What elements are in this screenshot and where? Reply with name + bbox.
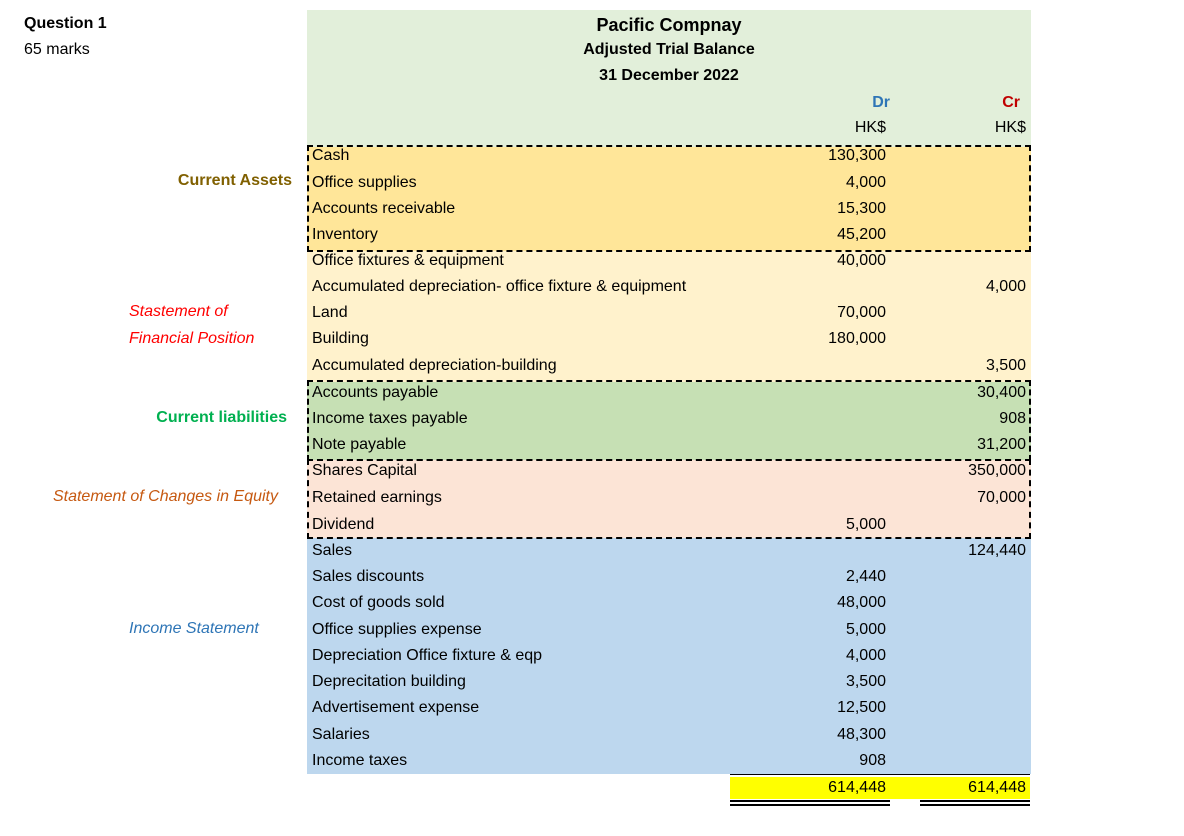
credit-amount: 4,000 bbox=[985, 278, 1026, 295]
credit-amount bbox=[920, 170, 1026, 196]
label-sofp-line1: Stastement of bbox=[129, 303, 228, 320]
debit-amount: 48,000 bbox=[837, 594, 886, 611]
label-current-liabilities: Current liabilities bbox=[156, 409, 287, 426]
credit-amount bbox=[920, 590, 1026, 616]
credit-amount: 908 bbox=[999, 410, 1026, 427]
credit-amount bbox=[920, 748, 1026, 774]
total-dr: 614,448 bbox=[828, 779, 886, 796]
account-name: Advertisement expense bbox=[312, 699, 480, 716]
debit-amount bbox=[780, 458, 886, 484]
debit-amount bbox=[780, 380, 886, 406]
account-name: Retained earnings bbox=[312, 489, 442, 506]
debit-amount: 45,200 bbox=[837, 226, 886, 243]
account-name: Land bbox=[312, 304, 348, 321]
total-cr-underline-1 bbox=[920, 800, 1030, 802]
debit-amount: 130,300 bbox=[828, 147, 886, 164]
cr-currency: HK$ bbox=[994, 119, 1026, 136]
debit-amount bbox=[780, 538, 886, 564]
debit-amount: 40,000 bbox=[837, 252, 886, 269]
debit-amount: 4,000 bbox=[845, 174, 886, 191]
total-top-rule bbox=[730, 774, 1030, 775]
total-dr-underline-1 bbox=[730, 800, 890, 802]
account-name: Inventory bbox=[312, 226, 378, 243]
credit-amount: 30,400 bbox=[977, 384, 1026, 401]
account-name: Income taxes payable bbox=[312, 410, 468, 427]
report-date: 31 December 2022 bbox=[599, 67, 739, 84]
account-name: Accounts receivable bbox=[312, 200, 456, 217]
account-name: Note payable bbox=[312, 436, 407, 453]
account-name: Cost of goods sold bbox=[312, 594, 445, 611]
credit-amount bbox=[920, 248, 1026, 274]
debit-amount: 70,000 bbox=[837, 304, 886, 321]
debit-amount bbox=[780, 406, 886, 432]
label-current-assets: Current Assets bbox=[177, 172, 292, 189]
debit-amount: 4,000 bbox=[845, 647, 886, 664]
account-name: Accumulated depreciation- office fixture & equipment bbox=[312, 278, 687, 295]
account-name: Shares Capital bbox=[312, 462, 417, 479]
credit-amount: 70,000 bbox=[977, 489, 1026, 506]
debit-amount bbox=[780, 485, 886, 511]
credit-amount bbox=[920, 564, 1026, 590]
label-sofp-line2: Financial Position bbox=[129, 330, 255, 347]
question-marks: 65 marks bbox=[24, 41, 90, 58]
report-title: Adjusted Trial Balance bbox=[583, 41, 755, 58]
debit-amount: 180,000 bbox=[828, 330, 886, 347]
credit-amount bbox=[920, 512, 1026, 538]
account-name: Dividend bbox=[312, 516, 375, 533]
cr-column-header: Cr bbox=[1002, 94, 1020, 111]
account-name: Sales discounts bbox=[312, 568, 425, 585]
account-name: Sales bbox=[312, 542, 353, 559]
credit-amount bbox=[920, 300, 1026, 326]
credit-amount: 350,000 bbox=[968, 462, 1026, 479]
account-name: Depreciation Office fixture & eqp bbox=[312, 647, 543, 664]
credit-amount bbox=[920, 643, 1026, 669]
account-name: Office supplies expense bbox=[312, 621, 482, 638]
account-name: Accumulated depreciation-building bbox=[312, 357, 557, 374]
debit-amount: 908 bbox=[859, 752, 886, 769]
debit-amount: 15,300 bbox=[837, 200, 886, 217]
debit-amount: 48,300 bbox=[837, 726, 886, 743]
debit-amount bbox=[780, 432, 886, 458]
credit-amount: 3,500 bbox=[985, 357, 1026, 374]
debit-amount: 5,000 bbox=[845, 621, 886, 638]
account-name: Income taxes bbox=[312, 752, 408, 769]
company-name: Pacific Compnay bbox=[596, 15, 742, 35]
dr-currency: HK$ bbox=[854, 119, 886, 136]
credit-amount bbox=[920, 617, 1026, 643]
account-name: Salaries bbox=[312, 726, 370, 743]
debit-amount: 2,440 bbox=[845, 568, 886, 585]
debit-amount: 12,500 bbox=[837, 699, 886, 716]
debit-amount: 5,000 bbox=[845, 516, 886, 533]
account-name: Office fixtures & equipment bbox=[312, 252, 504, 269]
debit-amount bbox=[780, 353, 886, 379]
total-cr-underline-2 bbox=[920, 804, 1030, 806]
credit-amount bbox=[920, 722, 1026, 748]
label-income-statement: Income Statement bbox=[129, 620, 259, 637]
question-title: Question 1 bbox=[24, 15, 107, 32]
credit-amount bbox=[920, 326, 1026, 352]
label-equity: Statement of Changes in Equity bbox=[52, 488, 278, 505]
debit-amount bbox=[780, 274, 886, 300]
credit-amount bbox=[920, 196, 1026, 222]
debit-amount: 3,500 bbox=[845, 673, 886, 690]
credit-amount: 31,200 bbox=[977, 436, 1026, 453]
dr-column-header: Dr bbox=[872, 94, 890, 111]
credit-amount bbox=[920, 143, 1026, 169]
account-name: Deprecitation building bbox=[312, 673, 466, 690]
account-name: Accounts payable bbox=[312, 384, 439, 401]
total-dr-underline-2 bbox=[730, 804, 890, 806]
account-name: Office supplies bbox=[312, 174, 417, 191]
credit-amount bbox=[920, 222, 1026, 248]
credit-amount bbox=[920, 695, 1026, 721]
account-name: Building bbox=[312, 330, 369, 347]
credit-amount bbox=[920, 669, 1026, 695]
account-name: Cash bbox=[312, 147, 350, 164]
total-cr: 614,448 bbox=[968, 779, 1026, 796]
credit-amount: 124,440 bbox=[968, 542, 1026, 559]
